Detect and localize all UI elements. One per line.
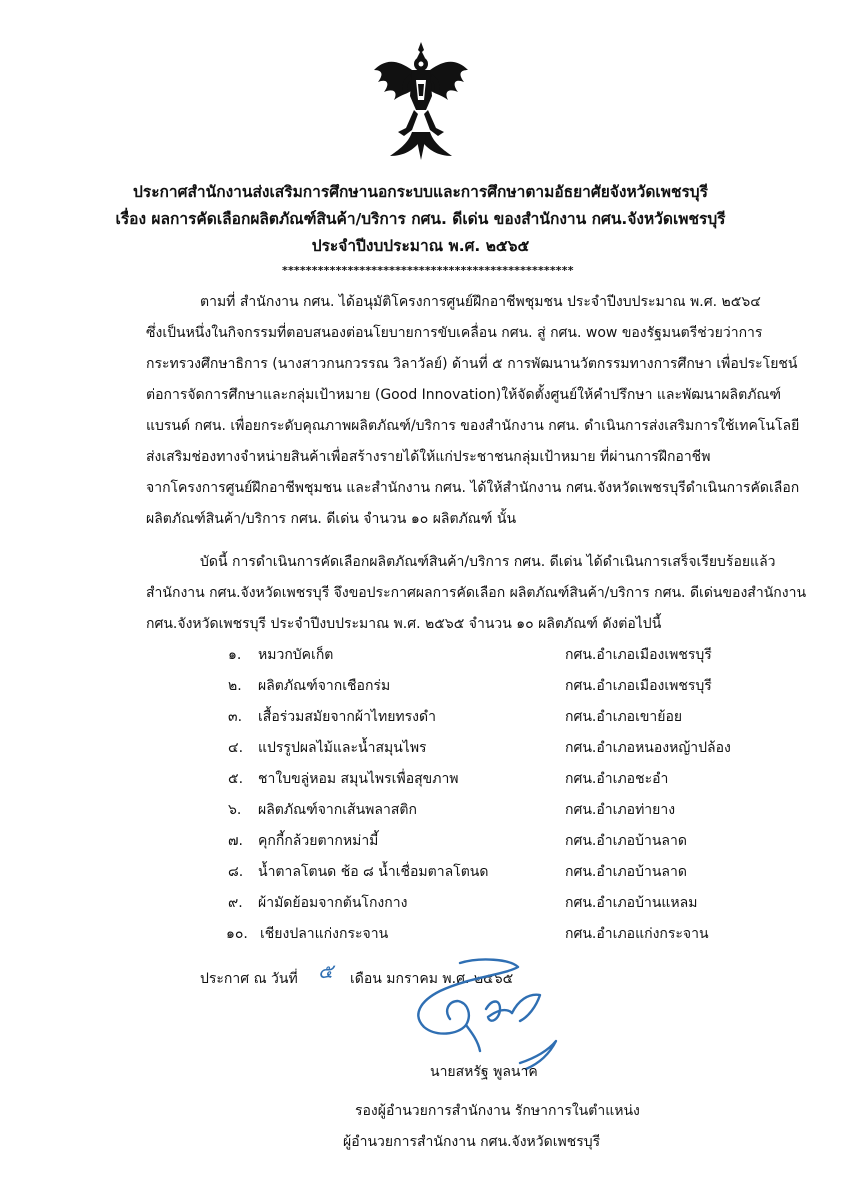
paragraph-1-line: ซึ่งเป็นหนึ่งในกิจกรรมที่ตอบสนองต่อนโยบายการขับเคลื่อน กศน. สู่ กศน. wow ของรัฐมนตรีช่วยว่าการ <box>146 325 763 341</box>
list-item-name: เชียงปลาแก่งกระจาน <box>260 926 389 942</box>
paragraph-1-line: ต่อการจัดการศึกษาและกลุ่มเป้าหมาย (Good Innovation)ให้จัดตั้งศูนย์ให้คำปรึกษา และพัฒนาผลิตภัณฑ์ <box>146 387 782 403</box>
garuda-emblem-icon <box>368 40 474 162</box>
list-item-location: กศน.อำเภอแก่งกระจาน <box>565 926 709 942</box>
list-item-location: กศน.อำเภอบ้านลาด <box>565 833 687 849</box>
list-item-number: ๕. <box>228 771 244 787</box>
list-item-location: กศน.อำเภอหนองหญ้าปล้อง <box>565 740 731 756</box>
paragraph-2-line: กศน.จังหวัดเพชรบุรี ประจำปีงบประมาณ พ.ศ. ๒๕๖๕ จำนวน ๑๐ ผลิตภัณฑ์ ดังต่อไปนี้ <box>146 616 662 632</box>
title-line-3: ประจำปีงบประมาณ พ.ศ. ๒๕๖๕ <box>311 237 530 255</box>
list-item-location: กศน.อำเภอบ้านลาด <box>565 864 687 880</box>
list-item-number: ๓. <box>228 709 243 725</box>
paragraph-1-line: ตามที่ สำนักงาน กศน. ได้อนุมัติโครงการศูนย์ฝึกอาชีพชุมชน ประจำปีงบประมาณ พ.ศ. ๒๕๖๔ <box>200 294 761 310</box>
list-item-number: ๔. <box>228 740 244 756</box>
list-item-location: กศน.อำเภอเมืองเพชรบุรี <box>565 678 712 694</box>
list-item-number: ๑๐. <box>226 926 248 942</box>
list-item-location: กศน.อำเภอเขาย้อย <box>565 709 683 725</box>
paragraph-1-line: กระทรวงศึกษาธิการ (นางสาวกนกวรรณ วิลาวัลย์) ด้านที่ ๕ การพัฒนานวัตกรรมทางการศึกษา เพื่อประโยชน์ <box>146 356 798 372</box>
list-item-name: ผลิตภัณฑ์จากเชือกร่ม <box>258 678 391 694</box>
paragraph-1-line: จากโครงการศูนย์ฝึกอาชีพชุมชน และสำนักงาน กศน. ได้ให้สำนักงาน กศน.จังหวัดเพชรบุรีดำเนินการคัดเลือก <box>146 480 800 496</box>
announce-day: ๕ <box>318 959 334 983</box>
title-separator: ************************************************* <box>282 264 574 277</box>
list-item-name: น้ำตาลโตนด ช้อ ๘ น้ำเชื่อมตาลโตนด <box>258 864 489 880</box>
list-item-number: ๗. <box>228 833 243 849</box>
paragraph-1-line: ส่งเสริมช่องทางจำหน่ายสินค้าเพื่อสร้างรายได้ให้แก่ประชาชนกลุ่มเป้าหมาย ที่ผ่านการฝึกอาชีพ <box>146 449 711 465</box>
announce-suffix: เดือน มกราคม พ.ศ. ๒๕๖๕ <box>350 971 514 987</box>
list-item-number: ๙. <box>228 895 243 911</box>
signatory-position-line-1: รองผู้อำนวยการสำนักงาน รักษาการในตำแหน่ง <box>355 1103 640 1119</box>
list-item-name: ชาใบขลู่หอม สมุนไพรเพื่อสุขภาพ <box>258 771 459 787</box>
list-item-name: คุกกี้กล้วยตากหม่ามี้ <box>258 833 379 849</box>
list-item-location: กศน.อำเภอชะอำ <box>565 771 669 787</box>
list-item-name: เสื้อร่วมสมัยจากผ้าไทยทรงดำ <box>258 709 436 725</box>
signatory-name: นายสหรัฐ พูลนาค <box>430 1064 538 1080</box>
signatory-position-line-2: ผู้อำนวยการสำนักงาน กศน.จังหวัดเพชรบุรี <box>343 1134 601 1150</box>
paragraph-2-line: สำนักงาน กศน.จังหวัดเพชรบุรี จึงขอประกาศผลการคัดเลือก ผลิตภัณฑ์สินค้า/บริการ กศน. ดีเด่นของสำนักงาน <box>146 585 807 601</box>
list-item-number: ๒. <box>228 678 242 694</box>
list-item-location: กศน.อำเภอบ้านแหลม <box>565 895 698 911</box>
list-item-location: กศน.อำเภอท่ายาง <box>565 802 676 818</box>
list-item-name: หมวกบัคเก็ต <box>258 647 334 663</box>
handwritten-signature <box>400 955 570 1075</box>
list-item-number: ๘. <box>228 864 244 880</box>
list-item-number: ๖. <box>228 802 242 818</box>
list-item-name: ผ้ามัดย้อมจากต้นโกงกาง <box>258 895 408 911</box>
title-line-2: เรื่อง ผลการคัดเลือกผลิตภัณฑ์สินค้า/บริการ กศน. ดีเด่น ของสำนักงาน กศน.จังหวัดเพชรบุรี <box>115 210 726 228</box>
title-line-1: ประกาศสำนักงานส่งเสริมการศึกษานอกระบบและการศึกษาตามอัธยาศัยจังหวัดเพชรบุรี <box>133 183 708 201</box>
paragraph-2-line: บัดนี้ การดำเนินการคัดเลือกผลิตภัณฑ์สินค้า/บริการ กศน. ดีเด่น ได้ดำเนินการเสร็จเรียบร้อยแล้ว <box>200 554 776 570</box>
list-item-name: ผลิตภัณฑ์จากเส้นพลาสติก <box>258 802 417 818</box>
paragraph-1-line: ผลิตภัณฑ์สินค้า/บริการ กศน. ดีเด่น จำนวน ๑๐ ผลิตภัณฑ์ นั้น <box>146 511 517 527</box>
list-item-location: กศน.อำเภอเมืองเพชรบุรี <box>565 647 712 663</box>
list-item-name: แปรรูปผลไม้และน้ำสมุนไพร <box>258 740 427 756</box>
list-item-number: ๑. <box>228 647 242 663</box>
announce-prefix: ประกาศ ณ วันที่ <box>200 971 298 987</box>
paragraph-1-line: แบรนด์ กศน. เพื่อยกระดับคุณภาพผลิตภัณฑ์/บริการ ของสำนักงาน กศน. ดำเนินการส่งเสริมการใช้เทคโนโลยี <box>146 418 800 434</box>
